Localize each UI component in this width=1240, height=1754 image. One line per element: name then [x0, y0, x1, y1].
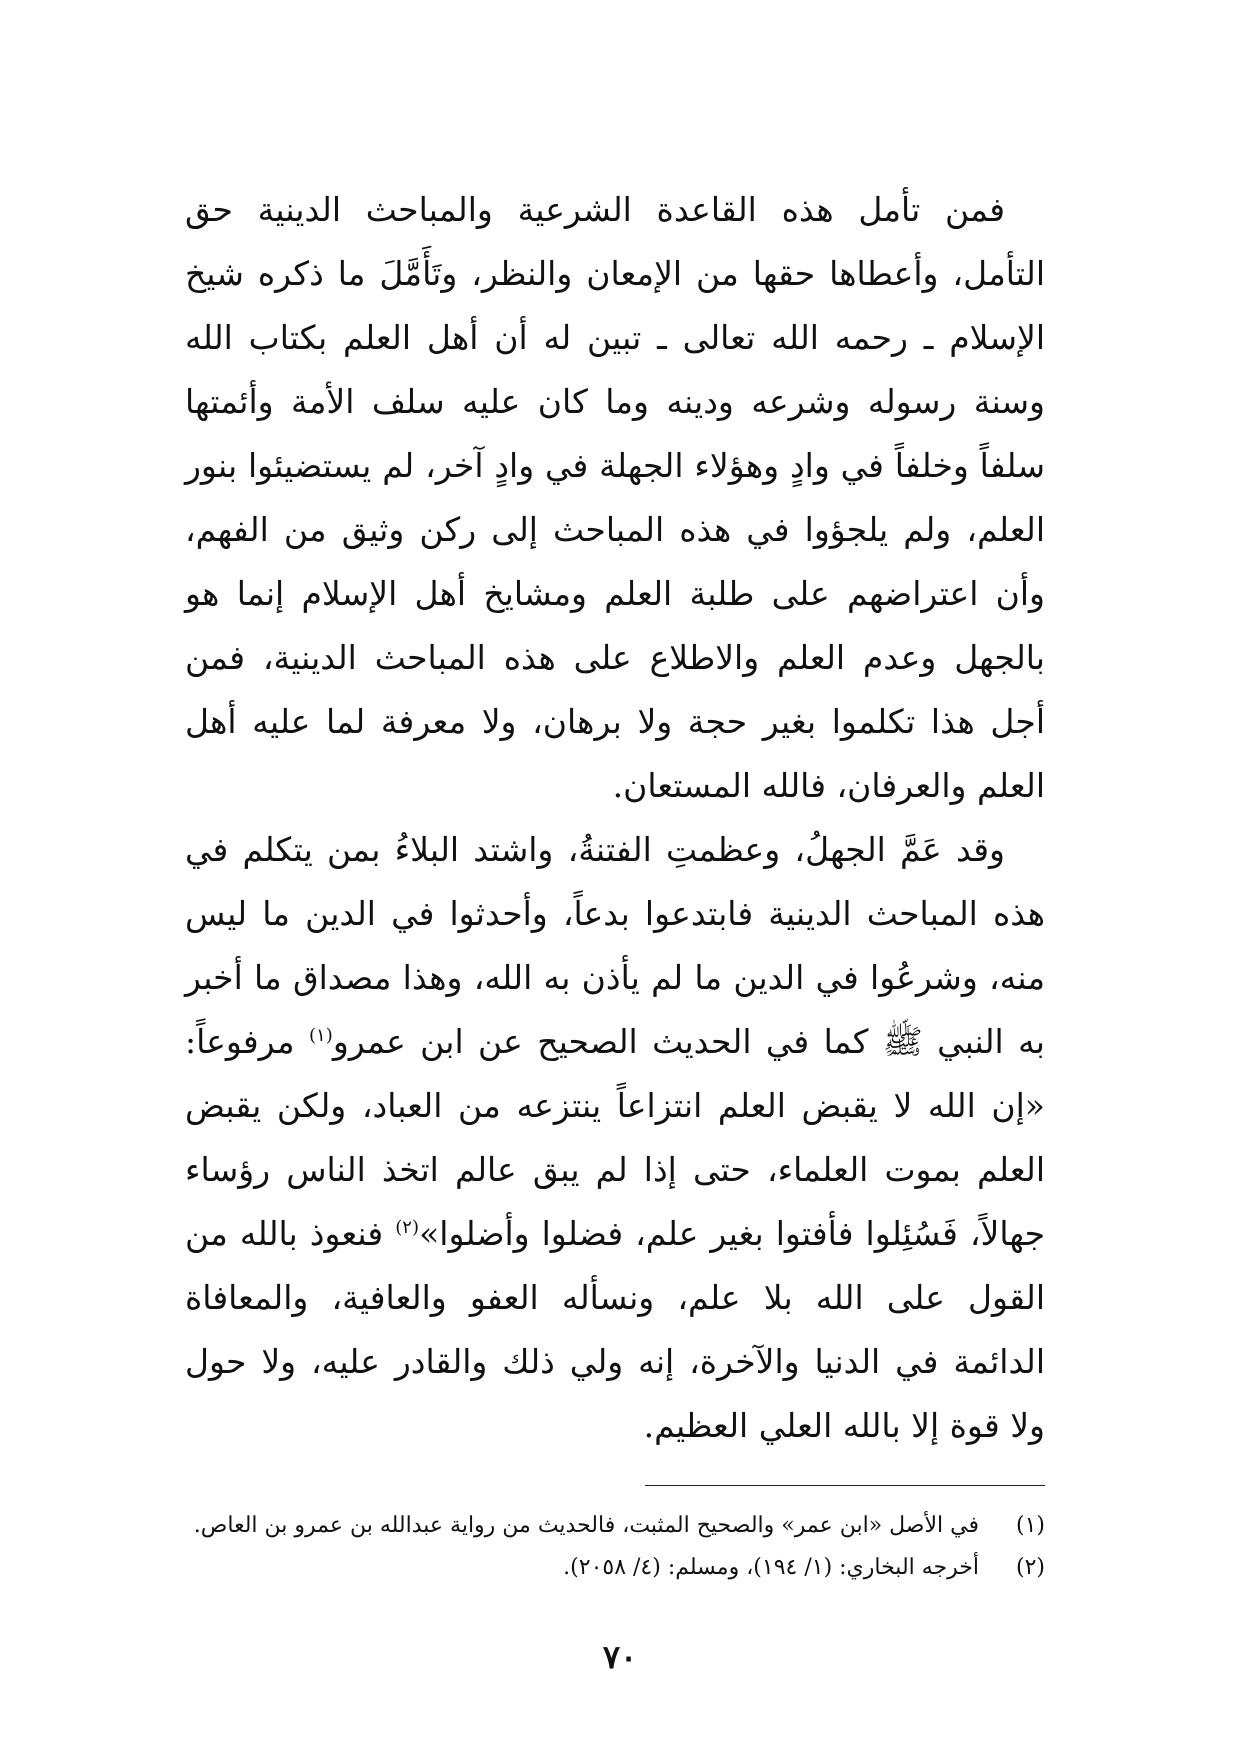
footnote-number: (١) — [1015, 1513, 1045, 1538]
main-paragraph-1 — [185, 178, 1045, 818]
main-paragraph-2 — [185, 818, 1045, 1458]
paragraph-text — [185, 818, 1045, 1458]
footnote-number: (٢) — [1015, 1555, 1045, 1580]
footnote-marker-2: (٢) — [395, 1217, 420, 1238]
paragraph-segment: فنعوذ بالله من القول على الله بلا علم، ونسأله العفو والعافية، والمعافاة الدائمة في الدنيا والآخرة، إنه ولي ذلك والقادر عليه، ولا حول ولا قوة إلا بالله العلي العظيم. — [185, 1214, 1045, 1445]
footnote-divider — [645, 1485, 1045, 1486]
paragraph-segment: وقد عَمَّ الجهلُ، وعظمتِ الفتنةُ، واشتد البلاءُ بمن يتكلم في هذه المباحث الدينية فابتدعوا بدعاً، وأحدثوا في الدين ما ليس منه، وشرعُوا في الدين ما لم يأذن به الله، وهذا مصداق ما أخبر به النبي ﷺ كما في الحديث الصحيح عن ابن عمرو — [185, 830, 1045, 1061]
footnotes — [185, 1505, 1045, 1589]
footnote-marker-1: (١) — [308, 1025, 333, 1046]
paragraph-segment: مرفوعاً: «إن الله لا يقبض العلم انتزاعاً ينتزعه من العباد، ولكن يقبض العلم بموت العلماء، حتى إذا لم يبق عالم اتخذ الناس رؤساء جهالاً، فَسُئِلوا فأفتوا بغير علم، فضلوا وأضلوا» — [185, 1022, 1046, 1253]
footnote-text: أخرجه البخاري: (١/ ١٩٤)، ومسلم: (٤/ ٢٠٥٨). — [563, 1555, 979, 1580]
page-number: ٧٠ — [602, 1638, 638, 1676]
paragraph-text: فمن تأمل هذه القاعدة الشرعية والمباحث الدينية حق التأمل، وأعطاها حقها من الإمعان والنظر، وتَأَمَّلَ ما ذكره شيخ الإسلام ـ رحمه الله تعالى ـ تبين له أن أهل العلم بكتاب الله وسنة رسوله وشرعه ودينه وما كان عليه سلف الأمة وأئمتها سلفاً وخلفاً في وادٍ وهؤلاء الجهلة في وادٍ آخر، لم يستضيئوا بنور العلم، ولم يلجؤوا في هذه المباحث إلى ركن وثيق من الفهم، وأن اعتراضهم على طلبة العلم ومشايخ أهل الإسلام إنما هو بالجهل وعدم العلم والاطلاع على هذه المباحث الدينية، فمن أجل هذا تكلموا بغير حجة ولا برهان، ولا معرفة لما عليه أهل العلم والعرفان، فالله المستعان. — [185, 190, 1045, 805]
footnote-2 — [185, 1547, 1045, 1589]
footnote-1 — [185, 1505, 1045, 1547]
footnote-text: في الأصل «ابن عمر» والصحيح المثبت، فالحديث من رواية عبدالله بن عمرو بن العاص. — [193, 1513, 979, 1538]
